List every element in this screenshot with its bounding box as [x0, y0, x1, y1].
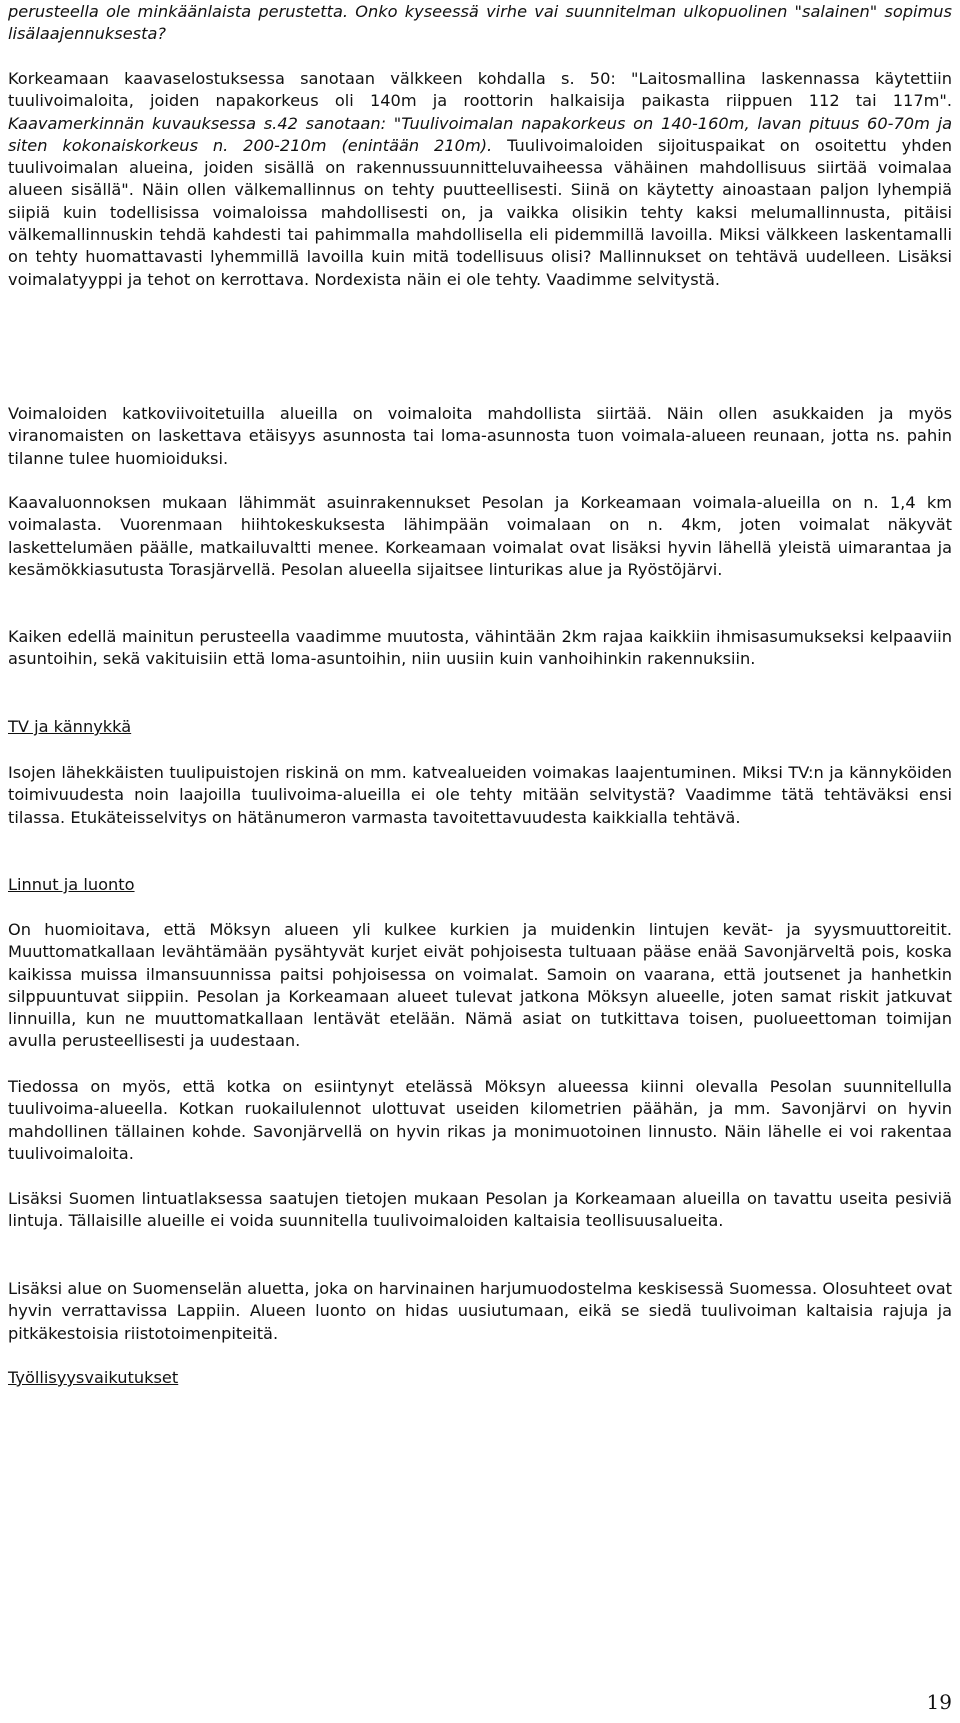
paragraph: Isojen lähekkäisten tuulipuistojen riskinä on mm. katvealueiden voimakas laajentuminen. Miksi TV:n ja kännyköiden toimivuudesta noin laajoilla tuulivoima-alueilla ei ole tehty mitään selvitystä? Vaadimme tätä tehtäväksi ensi tilassa. Etukäteisselvitys on hätänumeron varmasta tavoitettavuudesta kaikkialla tehtävä. — [8, 763, 952, 827]
section-heading-birds: Linnut ja luonto — [8, 875, 135, 894]
paragraph: Tiedossa on myös, että kotka on esiintynyt etelässä Möksyn alueessa kiinni olevalla Pesolan suunnitellulla tuulivoima-alueella. Kotkan ruokailulennot ulottuvat useiden kilometrien päähän, ja mm. Savonjärvi on hyvin mahdollinen tällainen kohde. Savonjärvellä on hyvin rikas ja monimuotoinen linnusto. Näin lähelle ei voi rakentaa tuulivoimaloita. — [8, 1077, 952, 1163]
text-segment: Korkeamaan kaavaselostuksessa sanotaan välkkeen kohdalla s. 50: "Laitosmallina laskennassa käytettiin tuulivoimaloita, joiden napakorkeus oli 140m ja roottorin halkaisija paikasta riippuen 112 tai 117m". — [8, 69, 952, 111]
paragraph — [8, 68, 952, 291]
paragraph: Voimaloiden katkoviivoitetuilla alueilla on voimaloita mahdollista siirtää. Näin ollen asukkaiden ja myös viranomaisten on laskettava etäisyys asunnosta tai loma-asunnosta tuon voimala-alueen reunaan, jotta ns. pahin tilanne tulee huomioiduksi. — [8, 404, 952, 468]
paragraph — [8, 1, 952, 46]
paragraph: Lisäksi alue on Suomenselän aluetta, joka on harvinainen harjumuodostelma keskisessä Suomessa. Olosuhteet ovat hyvin verrattavissa Lappiin. Alueen luonto on hidas uusiutumaan, eikä se siedä tuulivoiman kaltaisia rajuja ja pitkäkestoisia riistotoimenpiteitä. — [8, 1279, 952, 1343]
italic-text: perusteella ole minkäänlaista perustetta. Onko kyseessä virhe vai suunnitelman ulkopuolinen "salainen" sopimus lisälaajennuksesta? — [8, 2, 952, 44]
page-number: 19 — [926, 1690, 952, 1714]
paragraph: Kaavaluonnoksen mukaan lähimmät asuinrakennukset Pesolan ja Korkeamaan voimala-alueilla on n. 1,4 km voimalasta. Vuorenmaan hiihtokeskuksesta lähimpään voimalaan on n. 4km, joten voimalat näkyvät laskettelumäen päälle, matkailuvaltti menee. Korkeamaan voimalat ovat lisäksi hyvin lähellä yleistä uimarantaa ja kesämökkiasutusta Torasjärvellä. Pesolan alueella sijaitsee linturikas alue ja Ryöstöjärvi. — [8, 493, 952, 579]
text-segment: Tuulivoimaloiden sijoituspaikat on osoitettu yhden tuulivoimalan alueina, joiden sisällä on rakennussuunnitteluvaiheessa vähäinen mahdollisuus siirtää voimalaa alueen sisällä". Näin ollen välkemallinnus on tehty puutteellisesti. — [8, 135, 953, 200]
paragraph: Lisäksi Suomen lintuatlaksessa saatujen tietojen mukaan Pesolan ja Korkeamaan alueilla on tavattu useita pesiviä lintuja. Tällaisille alueille ei voida suunnitella tuulivoimaloiden kaltaisia teollisuusalueita. — [8, 1189, 952, 1231]
paragraph: Kaiken edellä mainitun perusteella vaadimme muutosta, vähintään 2km rajaa kaikkiin ihmisasumukseksi kelpaaviin asuntoihin, sekä vakituisiin että loma-asuntoihin, niin uusiin kuin vanhoihinkin rakennuksiin. — [8, 627, 952, 669]
text-segment: Siinä on käytetty ainoastaan paljon lyhempiä siipiä kuin todellisissa voimaloissa mahdollisesti on, ja vaikka olisikin tehty kaksi melumallinnusta, pitäisi välkemallinnuskin tehdä kahdesti tai pahimmalla mahdollisella eli pidemmillä lavoilla. Miksi välkkeen laskentamalli on tehty huomattavasti lyhemmillä lavoilla kuin mitä todellisuus olisi? Mallinnukset on tehtävä uudelleen. Lisäksi voimalatyyppi ja tehot on kerrottava. Nordexista näin ei ole tehty. Vaadimme selvitystä. — [8, 180, 952, 289]
section-heading-employment: Työllisyysvaikutukset — [8, 1368, 179, 1387]
italic-text: Kaavamerkinnän kuvauksessa s.42 sanotaan: "Tuulivoimalan napakorkeus on 140-160m, lavan pituus 60-70m ja siten kokonaiskorkeus n. 200-210m (enintään 210m). — [8, 113, 952, 155]
section-heading-tv: TV ja kännykkä — [8, 717, 132, 736]
paragraph: On huomioitava, että Möksyn alueen yli kulkee kurkien ja muidenkin lintujen kevät- ja syysmuuttoreitit. Muuttomatkallaan levähtämään pysähtyvät kurjet eivät pohjoisesta tultuaan pääse enää Savonjärveltä pois, koska kaikissa muissa ilmansuunnissa paitsi pohjoisessa on voimalat. Samoin on vaarana, että joutsenet ja hanhetkin silppuuntuvat siippiin. Pesolan ja Korkeamaan alueet tulevat jatkona Möksyn alueelle, joten samat riskit jatkuvat linnuilla, kun ne muuttomatkallaan lentävät etelään. Nämä asiat on tutkittava toisen, puolueettoman toimijan avulla perusteellisesti ja uudestaan. — [8, 920, 952, 1051]
